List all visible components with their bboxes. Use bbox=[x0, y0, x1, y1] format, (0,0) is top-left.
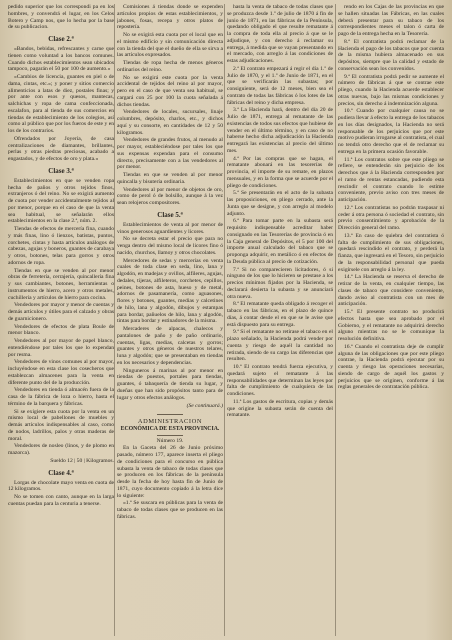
paragraph: Si se exigiere esta cuota por la venta en un mismo local de pabellones de muebles y demás artículos indispensables al caso, como de nodos, ladrillos, palos y otras maderas de moral. bbox=[8, 408, 114, 442]
paragraph: Vendedores de locales, sucursales, linaje columbres, depósito, charlos, etc., y dichos aquí y su consorte, en cantidades de 12 y 50 kilogramos. bbox=[117, 109, 223, 136]
paragraph: No se decreta estar el precio que para no venga dentro del mismo local de licores fino ó nacido, churchos, llamoy y otros chocolates. bbox=[117, 236, 223, 256]
paragraph: 15.ª El presente contrato no producirá efectos hasta que sea aprobado por el Gobierno, y el rematante no adquirirá derecho alguno mientras no se le comunique la resolución definitiva. bbox=[338, 309, 444, 342]
paragraph: (Se continuará.) bbox=[186, 403, 223, 410]
paragraph: 12.ª Los contratistas no podrán traspasar ni ceder á otra persona ó sociedad el contrato, sin previo consentimiento y aprobación de la Dirección general del ramo. bbox=[338, 204, 444, 231]
section-title: ADMINISTRACION bbox=[137, 418, 203, 425]
paragraph: «Bandos, bebidas, refrescantes y carne que tienen como voluntad a los bancos comunes. Cuando dichos establecimientos sean ubicados tampoco, pagarán el 50 por 100 de aumento.» bbox=[8, 46, 114, 73]
column-divider bbox=[335, 4, 336, 636]
paragraph: En la Gaceta del 26 de Junio próximo pasado, número 177, aparece inserta el pliego de condiciones para el concurso en pública subasta la venta de tabaco de todas clases que se producen en los fábricas de la península desde la fecha de hoy hasta fin de Junio de 1871, cuyo documento copiado á la letra dice lo siguiente: bbox=[117, 445, 223, 499]
paragraph: Tiendas en que se venden al por menor obras de ferretería, cerrajería, quincallería fina y sus cambiantes, botones, herramientas o instrumentos de hierro, acero y otros metales, cuchillería y artículos de hierro para cocina. bbox=[8, 267, 114, 301]
section-rule bbox=[157, 414, 183, 415]
paragraph: «1.ª Se suscara en públicas para la venta de tabaco de todas clases que se producen en las fábricas. bbox=[117, 500, 223, 520]
column-divider bbox=[224, 4, 225, 636]
paragraph: 11.ª Los contratos sobre que este pliego se refiere, se entenderán sin perjuicio de los derechos que á la Hacienda corresponden por el ramo de rentas estancadas, pudiendo esta rescindir el contrato cuando lo estime conveniente, previo aviso con tres meses de anticipación. bbox=[338, 156, 444, 203]
paragraph: 9.ª Si el rematante no retirase el tabaco en el plazo señalado, la Hacienda podrá vender por cuenta y riesgo de aquél la cantidad no retirada, siendo de su cargo las diferencias que resulten. bbox=[227, 329, 333, 363]
paragraph: 10.ª El contrato tendrá fuerza ejecutiva, y quedará sujeto el rematante á las responsabilidades que determinan las leyes por falta de cumplimiento de cualquiera de las condiciones. bbox=[227, 364, 333, 397]
paragraph: Vendedores en tienda ó almacén fuera de la casa de la fábrica de loza o hierro, hasta el término de la barquera y fábricas. bbox=[8, 387, 114, 407]
section-heading: Clase 4.ª bbox=[48, 468, 74, 477]
paragraph: 8.ª El contratista podrá reclamar de la Hacienda el pago de los tabacos que por cuenta de la misma hubiera almacenado en sus depósitos, siempre que la calidad y estado de conservación sean los convenidos. bbox=[338, 38, 444, 72]
paragraph: 6.ª Para tomar parte en la subasta será requisito indispensable acreditar haber consignado en las Tesorerías de provincia ó en la Caja general de Depósitos, el 5 por 100 del importe anual calculado del tabaco que se proponga adquirir, en metálico ó en efectos de la Deuda pública al precio de cotización. bbox=[227, 218, 333, 265]
paragraph: No se exigirá este cuota por la venta accidental de tejidos del reino al por mayor, pero en el caso de que venta sea habitual, se cargará con 25 por 100 la cuota señalada á dichos tiendas. bbox=[117, 74, 223, 108]
section-heading: Clase 2.ª bbox=[48, 35, 74, 43]
paragraph: Ofrendados por Joyería, de casa centralizaciones de diamantes, brillantes, perlas y otras piedras preciosas, acabado a engastados, y de efectos de oro y plata.» bbox=[8, 135, 114, 162]
paragraph: rendo en los Cajas de las provincias en que se hallen situadas las Fábricas, en las cuales deberá presentar para su tabaco de los correspondientes meses el talon ó carta de pago de la entrega hecha en la Tesorería. bbox=[338, 4, 444, 37]
paragraph: 8.ª El rematante queda obligado á recoger el tabaco en las fábricas, en el plazo de quince días, á contar desde el en que se le avise que está dispuesto para su entrega. bbox=[227, 301, 333, 328]
paragraph: Tiendas de ropa hecha de menos géneros ordinarios del reino. bbox=[117, 60, 223, 73]
paragraph: Vendedores de efectos de plata Boule de menor blanco. bbox=[8, 323, 114, 337]
column-1 bbox=[8, 4, 114, 638]
paragraph: 4.ª Por las compras que se hagan, el rematante abonará en las tesorerías de provincia, el importe de su remate, en plazos mensuales, y en la forma que se acuerde por el pliego de condiciones. bbox=[227, 155, 333, 189]
column-4 bbox=[338, 4, 444, 638]
paragraph: «Cambios de licencia, guantes en piel o de dama, cintas, etc.»; y poner y sitios comercio alimenticios a latas de diez, postales finas; y por ante con esos y quesos, mantecas, salchichas y ropa de cama confeccionada, escalafon, para al tienda de sus comercios en tiendas de establecimiento de los colegios, así como al público que por los fueros de este y en los de los contrarios. bbox=[8, 74, 114, 134]
column-2 bbox=[117, 4, 223, 638]
paragraph: 13.ª En caso de quiebra del contratista ó falta de cumplimiento de sus obligaciones, quedará rescindido el contrato, y perderá la fianza, que ingresará en el Tesoro, sin perjuicio de la responsabilidad personal que pueda exigírsele con arreglo á la ley. bbox=[338, 232, 444, 273]
section-heading: Clase 3.ª bbox=[48, 166, 74, 175]
paragraph: Ninguneros á marinas al por menor en tiendas de puestos, portales para tiendas, guantes, ó tabaquería de tienda su lugar, y dueñas que han sido propósitos tanto para de lugar y otros efectos análogos. bbox=[117, 367, 223, 401]
paragraph: 3.ª La Hacienda hará, dentro del día 20 de Julio de 1871, entrega al rematante de las existencias de todos sus efectos que hubiese de vender en el último término, y en caso de no haberse hecho dicha adjudicación la Hacienda entregará las existencias al precio del último mes. bbox=[227, 107, 333, 154]
paragraph: Vendedores de grandes frutos, al menudo al por mayor, estableciéndose por tales los que sus expensas expendan para el consumo directo, precisamente con a las vendedores al por menor. bbox=[117, 137, 223, 171]
paragraph: Establecimientos de venta al por menor de vinos generosos aguardientes y licores. bbox=[117, 221, 223, 235]
paragraph: Tiendas en que se venden al por menor quincalla y bisutería ordinaria. bbox=[117, 172, 223, 185]
section-subtitle: ECONÓMICA DE ESTA PROVINCIA. bbox=[120, 426, 220, 432]
paragraph: 14.ª La Hacienda se reserva el derecho de retirar de la venta, en cualquier tiempo, las clases de tabaco que considere conveniente, dando aviso al contratista con un mes de anticipación. bbox=[338, 274, 444, 308]
paragraph: pedido superior que los correspondi pa en los hombres, y convendrá el lugar, en los Celos Botero y Camp nos, que lo hecha por la base de su publicacion. bbox=[8, 4, 114, 31]
paragraph: Lorgas de chocolate mayo venta en cuota de 12 kilogramos. bbox=[8, 479, 114, 493]
paragraph: Vendedores de nosleo (linos, y de plomo en mazorca). bbox=[8, 443, 114, 456]
paragraph: Vendedores al por menor de objetos de oro, como de perol ó de bolsillo, aunque á la vez sean relojeros compositores. bbox=[117, 186, 223, 206]
section-rule bbox=[157, 435, 183, 436]
paragraph: Mercedores de sedas y mercerías en venta cuales de toda clase en seda, lino, lana y algodón, en madejas y ovillos, alfileres, agujas, dedales, tijeras, alfileteros, corchetes, cepillos, peines, botones de asta, hueso y de metal, adornos de pasamanería, como aguasones, flores y botones, guantes, medias y calcetines de hilo, lana y algodón, dibujos y estampas para bordar, pañuelos de hilo, lana y algodón, tintas para bordar y estinadores de la misma. bbox=[117, 257, 223, 325]
paragraph: Mercaderes de alpacas, chalecos y pantalones de paño y de paño ordinario, cuentas, ligas, medias, calcetas y gorros; guantes y otros géneros de nuestros telares, luna y algodón; que se presentaban en tiendas en los necesarios y dependencias. bbox=[117, 326, 223, 366]
paragraph: Vendedores por mayor y menor de cuentas y demás artículos y útiles para el calzado y obras de guarnicionero. bbox=[8, 302, 114, 322]
column-3 bbox=[227, 4, 333, 638]
paragraph: 5.ª Se presentarán en el acto de la subasta las proposiciones, en pliego cerrado, ante la Junta que se designe, y con arreglo al modelo adjunto. bbox=[227, 190, 333, 217]
paragraph: No se exigirá esta cuota por el local que en el mismo edificio y sin comunicación directa con la tienda del que el dueño de ella se sirva a las artículos expresados. bbox=[117, 32, 223, 59]
paragraph: 2.ª El contrato empezará á regir el día 1.º de Julio de 1870, y el 1.º de Junio de 1871, en el que se verificarán las subastas; por consiguiente, será de 12 meses, bien sea el contrato de todas las fábricas ó los lotes de las fábricas del reino y dicha empresa. bbox=[227, 65, 333, 106]
paragraph: Vendedores de vinos comunes al por mayor, incluyéndose en esta clase los cosecheros que establezcan almacenes para la venta en diferente punto del de la producción. bbox=[8, 359, 114, 386]
paragraph: Vendedores al por mayor de papel blanco, entendiéndose por tales los que lo expendan por resma. bbox=[8, 338, 114, 358]
paragraph: 9.ª El contratista podrá pedir se aumente el número de fábricas á que se contrae este pliego, cuando la Hacienda acuerde establecer otras nuevas, bajo las mismas condiciones y precios, sin derecho á indemnización alguna. bbox=[338, 73, 444, 107]
column-divider bbox=[114, 4, 115, 636]
paragraph: No se tomen con canto, aunque en la larga cuentas puedan para la centuria a tenerse. bbox=[8, 494, 114, 507]
paragraph: Comisiones á tiendas donde se expenden artículos propios de estas establecimientos, y jabones, fosas, recepa y otros platos de repostería. bbox=[117, 4, 223, 31]
paragraph: 7.ª Si no comparecieren licitadores, ó si ninguno de los que lo hicieren se prestase a los precios mínimos fijados por la Hacienda, se declarará desierta la subasta y se anunciará otra nueva. bbox=[227, 266, 333, 300]
paragraph: 11.ª Los gastos de escritura, copias y demás que origine la subasta serán de cuenta del rematante. bbox=[227, 398, 333, 419]
paragraph: Establecimientos en que se venden ropa hecha de paños y otros tejidos finos, extranjeros ó del reino. No se exigirá aumento de cuota por vender accidentalmente tejidos al por menor, porque en el caso de que la venta sea habitual, se señalarán ellos establecimientos en la clase 2.ª, núm. 2. bbox=[8, 177, 114, 225]
paragraph: 10.ª Cuando por cualquier causa no se pudiera llevar á efecto la entrega de los tabacos en los días designados, la Hacienda no será responsable de los perjuicios que por este motivo pudieran irrogarse al contratista, el cual no tendrá otro derecho que el de reclamar su entrega en la primera ocasión favorable. bbox=[338, 108, 444, 155]
paragraph: Tiendas de efectos de mercería fina, cuando y más finas, lino ó lienzos, batistas, puntos, corchetes, cintas y hasta artículos análogos de cabezas, agujas y boneros, guantes de carabaya y otros, botones, telas para gorros y otros adornos de ropa. bbox=[8, 226, 114, 266]
paragraph: 16.ª Cuando el contratista deje de cumplir alguna de las obligaciones que por este pliego contrae, la Hacienda podrá ejecutar por su cuenta y riesgo las operaciones necesarias, siendo de cargo de aquél los gastos y perjuicios que se originen, conforme á las reglas generales de contratación pública. bbox=[338, 343, 444, 391]
paragraph: Número 19. bbox=[156, 437, 184, 444]
paragraph: Sueldo 12 | 50 | Kilogramos. bbox=[50, 457, 114, 464]
paragraph: hasta la venta de tabaco de todas clases que se produzca desde 1.º de julio de 1870 á fin de junio de 1871, en las fábricas de la Península, quedando obligado el que resulte rematante á la compra de toda ella al precio á que se le adjudique, y con derecho á reclamar su entrega, á medida que se vayan presentando en el mercado, con arreglo á las condiciones de estas adjudicaciones. bbox=[227, 4, 333, 64]
section-heading: Clase 5.ª bbox=[157, 210, 183, 219]
